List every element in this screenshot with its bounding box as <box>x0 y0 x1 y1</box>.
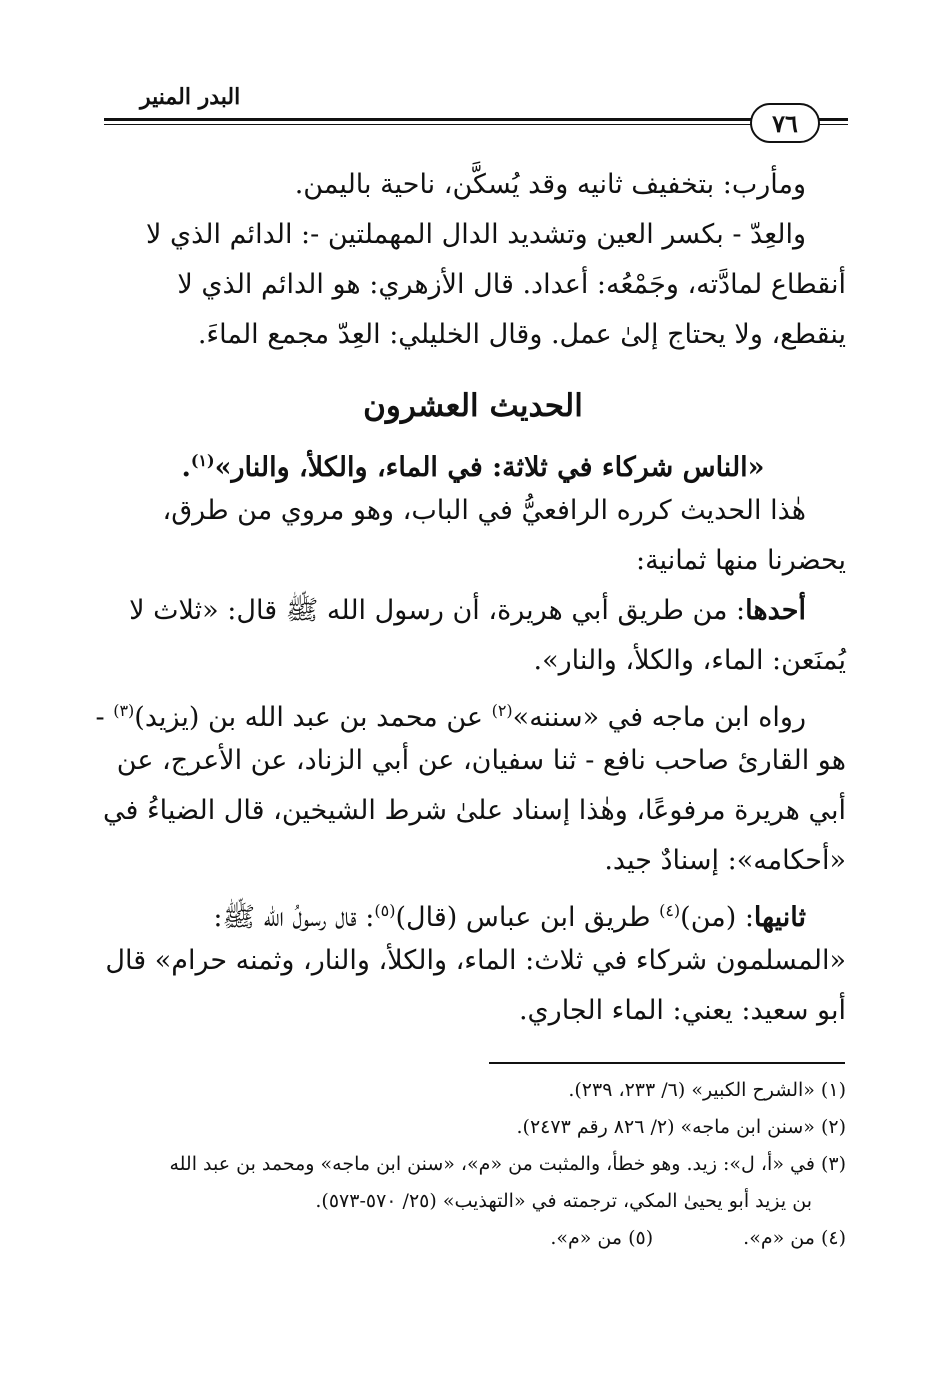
text-line: ومأرب: بتخفيف ثانيه وقد يُسكَّن، ناحية باليمن. <box>294 169 806 200</box>
footnote-ref: (١) <box>190 451 215 470</box>
text-line: ينقطع، ولا يحتاج إلىٰ عمل. وقال الخليلي: العِدّ مجمع الماءَ. <box>197 319 846 350</box>
page-number: ٧٦ <box>772 108 798 138</box>
text-line <box>100 586 846 636</box>
text-line: والعِدّ - بكسر العين وتشديد الدال المهملتين -: الدائم الذي لا <box>145 219 806 250</box>
text-line: أبو سعيد: يعني: الماء الجاري. <box>518 995 846 1026</box>
footnote: (٢) «سنن ابن ماجه» (٢/ ٨٢٦ رقم ٢٤٧٣). <box>516 1116 846 1138</box>
footnote: (٥) من «م». <box>550 1227 654 1249</box>
running-header-title: البدر المنير <box>140 84 241 110</box>
header-rule-thick <box>104 118 848 121</box>
text-line: أنقطاع لمادَّته، وجَمْعُه: أعداد. قال الأزهري: هو الدائم الذي لا <box>177 269 846 300</box>
text-line: أبي هريرة مرفوعًا، وهٰذا إسناد علىٰ شرط الشيخين، قال الضياءُ في <box>102 795 846 826</box>
text-run: طريق ابن عباس (قال) <box>395 902 660 933</box>
text-run: عن محمد بن عبد الله بن (يزيد) <box>134 702 492 733</box>
text-line: هٰذا الحديث كرره الرافعيُّ في الباب، وهو مروي من طرق، <box>162 495 806 526</box>
text-run: : من طريق أبي هريرة، أن رسول الله ﷺ قال: «ثلاث لا <box>129 595 746 626</box>
text-line: «أحكامه»: إسنادٌ جيد. <box>604 845 846 876</box>
footnote: (١) «الشرح الكبير» (٦/ ٢٣٣، ٢٣٩). <box>568 1079 846 1101</box>
text-line: يحضرنا منها ثمانية: <box>635 545 846 576</box>
hadith-quote: «الناس شركاء في ثلاثة: في الماء، والكلأ، والنار» <box>214 452 765 483</box>
footnotes <box>100 1072 846 1257</box>
page-number-badge <box>750 103 820 143</box>
footnote-ref: (٥) <box>374 901 396 920</box>
main-text <box>95 160 846 1036</box>
paragraph-lead: أحدها <box>745 595 806 626</box>
text-run: : (من) <box>680 902 754 933</box>
footnote: (٤) من «م». <box>743 1227 846 1249</box>
text-line: «المسلمون شركاء في ثلاث: الماء، والكلأ، والنار، وثمنه حرام» قال <box>105 945 846 976</box>
text-line <box>100 886 846 936</box>
text-run: : قال رسولُ الله ﷺ: <box>213 902 375 933</box>
footnote: (٣) في «أ، ل»: زيد. وهو خطأ، والمثبت من «م»، «سنن ابن ماجه» ومحمد بن عبد الله <box>169 1153 846 1175</box>
header-rule-thin <box>104 124 848 125</box>
text-line <box>95 686 846 736</box>
footnote-row <box>100 1220 846 1257</box>
paragraph-lead: ثانيها <box>753 902 806 933</box>
hadith-text: «الناس شركاء في ثلاثة: في الماء، والكلأ، والنار»$^{(١)}$. <box>181 451 765 483</box>
footnote-ref: (٢) <box>491 701 513 720</box>
footnote-ref: (٤) <box>659 901 681 920</box>
text-run: - <box>95 702 114 733</box>
text-line: يُمنَعن: الماء، والكلأ، والنار». <box>533 645 846 676</box>
footnote-separator <box>489 1062 845 1064</box>
footnote-continuation: بن يزيد أبو يحيىٰ المكي، ترجمته في «التهذيب» (٢٥/ ٥٧٠-٥٧٣). <box>315 1190 812 1212</box>
text-line: هو القارئ صاحب نافع - ثنا سفيان، عن أبي الزناد، عن الأعرج، عن <box>116 745 846 776</box>
section-heading: الحديث العشرون <box>363 388 583 424</box>
text-run: رواه ابن ماجه في «سننه» <box>512 702 806 733</box>
footnote-ref: (٣) <box>113 701 135 720</box>
